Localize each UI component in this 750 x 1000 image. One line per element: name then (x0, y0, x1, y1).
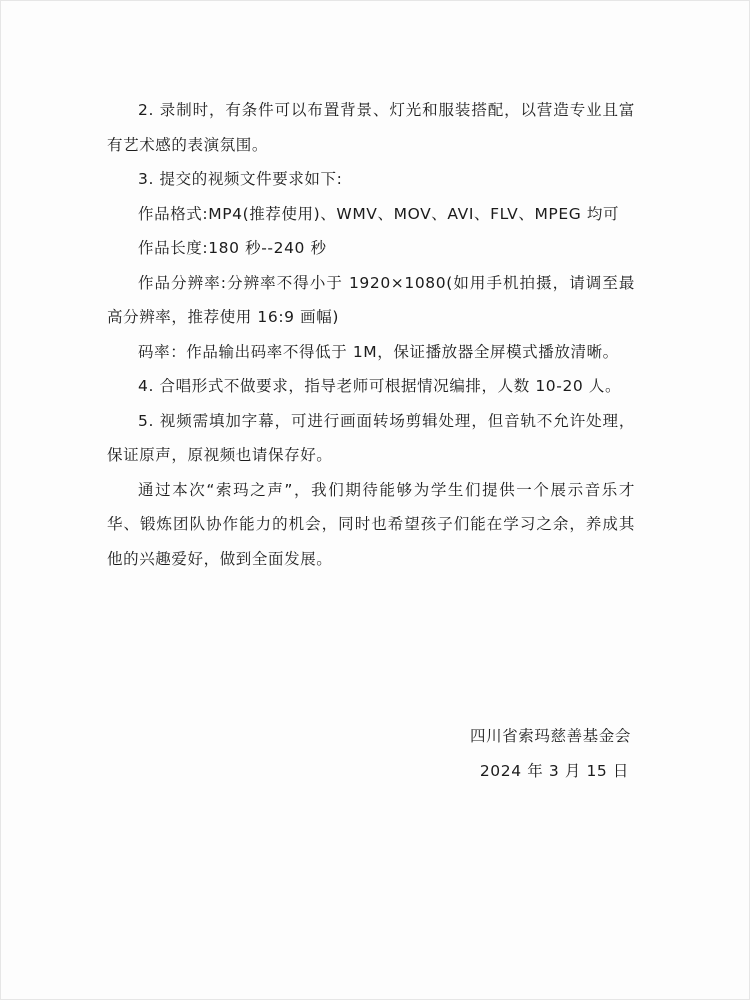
document-body (107, 93, 635, 576)
paragraph-subtitles: 5. 视频需填加字幕，可进行画面转场剪辑处理，但音轨不允许处理，保证原声，原视频也请保存好。 (107, 411, 635, 464)
signature-organization: 四川省索玛慈善基金会 (469, 727, 631, 745)
paragraph-video-format: 作品格式:MP4(推荐使用)、WMV、MOV、AVI、FLV、MPEG 均可 (138, 204, 620, 223)
paragraph-bitrate: 码率：作品输出码率不得低于 1M，保证播放器全屏模式播放清晰。 (138, 342, 619, 361)
paragraph-choir-form: 4. 合唱形式不做要求，指导老师可根据情况编排，人数 10-20 人。 (138, 377, 622, 395)
paragraph-video-resolution: 作品分辨率:分辨率不得小于 1920×1080(如用手机拍摄，请调至最高分辨率，推荐使用 16:9 画幅) (107, 273, 635, 326)
paragraph-recording-setup: 2. 录制时，有条件可以布置背景、灯光和服装搭配，以营造专业且富有艺术感的表演氛围。 (107, 101, 635, 154)
paragraph-video-length: 作品长度:180 秒--240 秒 (138, 239, 327, 257)
signature-block (470, 719, 631, 788)
paragraph-video-requirements: 3. 提交的视频文件要求如下: (138, 170, 343, 188)
paragraph-conclusion: 通过本次“索玛之声”，我们期待能够为学生们提供一个展示音乐才华、锻炼团队协作能力的机会，同时也希望孩子们能在学习之余，养成其他的兴趣爱好，做到全面发展。 (107, 480, 635, 568)
signature-date: 2024 年 3 月 15 日 (479, 761, 629, 780)
